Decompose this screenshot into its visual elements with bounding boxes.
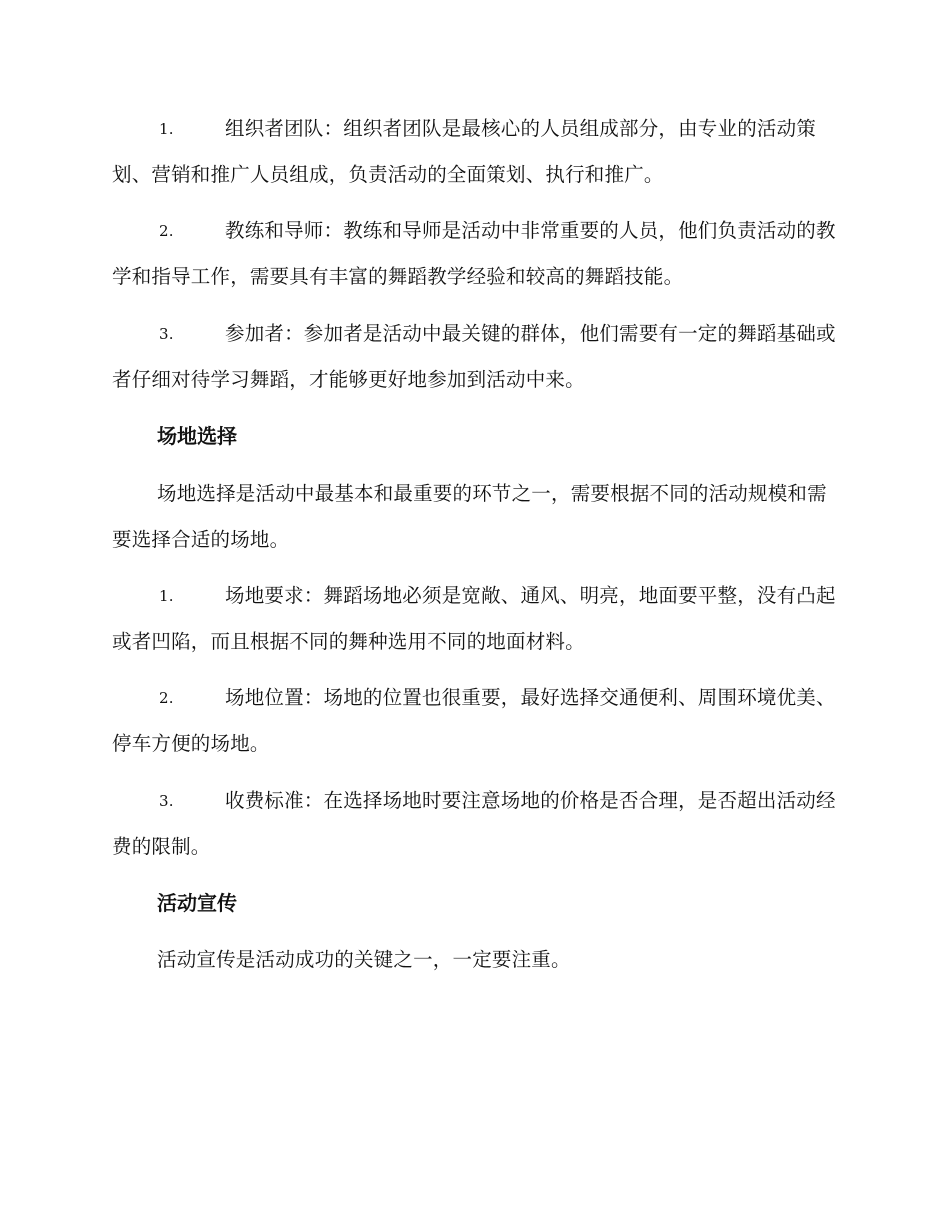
list-item <box>112 675 837 767</box>
list-item-text: 场地位置：场地的位置也很重要，最好选择交通便利、周围环境优美、停车方便的场地。 <box>112 686 836 755</box>
list-number: 2. <box>159 222 174 240</box>
section-heading-venue: 场地选择 <box>157 424 237 448</box>
list-number: 3. <box>159 792 174 810</box>
paragraph: 场地选择是活动中最基本和最重要的环节之一，需要根据不同的活动规模和需要选择合适的场地。 <box>112 482 827 551</box>
list-item-text: 场地要求：舞蹈场地必须是宽敞、通风、明亮，地面要平整，没有凸起或者凹陷，而且根据不同的舞种选用不同的地面材料。 <box>112 584 836 653</box>
list-number: 1. <box>159 587 174 605</box>
list-item-text: 教练和导师：教练和导师是活动中非常重要的人员，他们负责活动的教学和指导工作，需要具有丰富的舞蹈教学经验和较高的舞蹈技能。 <box>112 219 836 288</box>
paragraph: 活动宣传是活动成功的关键之一，一定要注重。 <box>157 948 571 971</box>
list-item-text: 参加者：参加者是活动中最关键的群体，他们需要有一定的舞蹈基础或者仔细对待学习舞蹈，才能够更好地参加到活动中来。 <box>112 322 836 391</box>
list-item <box>112 573 837 665</box>
section-intro-promo <box>112 937 837 983</box>
section-heading-promo: 活动宣传 <box>157 891 237 915</box>
section-intro-venue <box>112 471 837 563</box>
list-number: 2. <box>159 689 174 707</box>
list-item <box>112 208 837 300</box>
list-item <box>112 311 837 403</box>
list-number: 3. <box>159 325 174 343</box>
list-item-text: 组织者团队：组织者团队是最核心的人员组成部分，由专业的活动策划、营销和推广人员组成，负责活动的全面策划、执行和推广。 <box>112 117 817 186</box>
list-item <box>112 778 837 870</box>
list-number: 1. <box>159 120 174 138</box>
list-item <box>112 106 837 198</box>
list-item-text: 收费标准：在选择场地时要注意场地的价格是否合理，是否超出活动经费的限制。 <box>112 789 836 858</box>
